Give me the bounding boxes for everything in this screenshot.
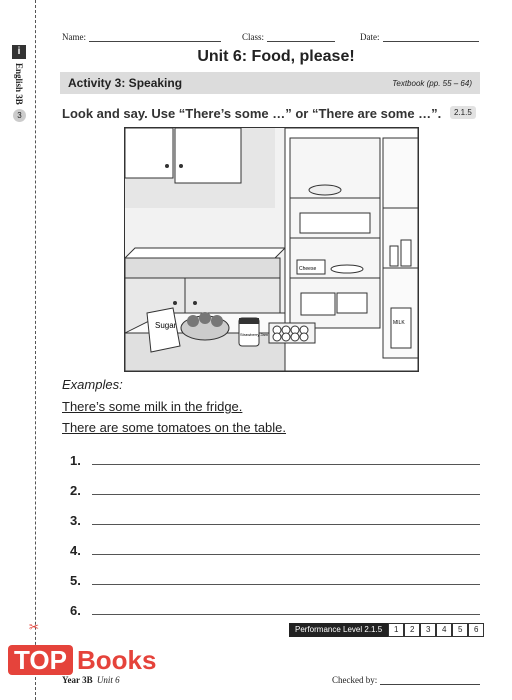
- instruction: Look and say. Use “There’s some …” or “There are some …”.: [62, 106, 442, 121]
- class-label: Class:: [242, 32, 265, 42]
- activity-name: Activity 3: Speaking: [68, 76, 183, 90]
- date-field[interactable]: [360, 32, 479, 42]
- brand-watermark: [8, 645, 156, 676]
- page-number-badge: 3: [13, 109, 26, 122]
- answer-number: 3.: [70, 513, 81, 528]
- cheese-label: Cheese: [299, 266, 317, 272]
- level-box[interactable]: 5: [452, 623, 468, 637]
- spine-text: English 3B: [14, 63, 24, 105]
- checked-by-field[interactable]: [332, 675, 480, 685]
- footer-unit-label: Unit 6: [96, 675, 120, 685]
- answer-row[interactable]: [70, 538, 480, 558]
- level-box[interactable]: 2: [404, 623, 420, 637]
- spine: [8, 45, 30, 122]
- kitchen-drawing: [125, 128, 418, 371]
- sugar-label: Sugar: [155, 321, 177, 330]
- answer-line[interactable]: [92, 584, 480, 585]
- performance-label: Performance Level 2.1.5: [289, 623, 388, 637]
- publisher-logo: i: [12, 45, 26, 59]
- name-field[interactable]: [62, 32, 221, 42]
- level-box[interactable]: 6: [468, 623, 484, 637]
- examples-label: Examples:: [62, 377, 123, 392]
- jam-label: Strawberry Jam: [240, 332, 269, 337]
- answer-number: 6.: [70, 603, 81, 618]
- example-1: There’s some milk in the fridge.: [62, 399, 243, 414]
- answer-line[interactable]: [92, 524, 480, 525]
- answer-line[interactable]: [92, 494, 480, 495]
- answer-number: 5.: [70, 573, 81, 588]
- cut-line: [35, 0, 36, 700]
- answer-line[interactable]: [92, 614, 480, 615]
- answer-line[interactable]: [92, 554, 480, 555]
- answer-row[interactable]: [70, 478, 480, 498]
- scissors-icon: ✂: [29, 620, 40, 634]
- brand-books: Books: [76, 645, 157, 675]
- level-box[interactable]: 4: [436, 623, 452, 637]
- level-box[interactable]: 3: [420, 623, 436, 637]
- answer-line[interactable]: [92, 464, 480, 465]
- brand-top: TOP: [8, 645, 73, 675]
- date-label: Date:: [360, 32, 380, 42]
- answer-number: 4.: [70, 543, 81, 558]
- textbook-reference: Textbook (pp. 55 – 64): [392, 79, 472, 88]
- checked-by-label: Checked by:: [332, 675, 378, 685]
- answer-row[interactable]: [70, 448, 480, 468]
- class-field[interactable]: [242, 32, 335, 42]
- performance-level: [289, 623, 484, 637]
- name-label: Name:: [62, 32, 86, 42]
- kitchen-illustration: [124, 127, 419, 372]
- page-title: Unit 6: Food, please!: [197, 48, 355, 65]
- answer-row[interactable]: [70, 598, 480, 618]
- level-box[interactable]: 1: [388, 623, 404, 637]
- answer-row[interactable]: [70, 568, 480, 588]
- footer-unit: [62, 675, 120, 685]
- footer-year: Year 3B: [62, 675, 93, 685]
- standard-badge: 2.1.5: [450, 106, 476, 119]
- answer-number: 1.: [70, 453, 81, 468]
- milk-label: MILK: [393, 320, 405, 326]
- activity-bar: [60, 72, 480, 94]
- answer-number: 2.: [70, 483, 81, 498]
- example-2: There are some tomatoes on the table.: [62, 420, 287, 435]
- answer-row[interactable]: [70, 508, 480, 528]
